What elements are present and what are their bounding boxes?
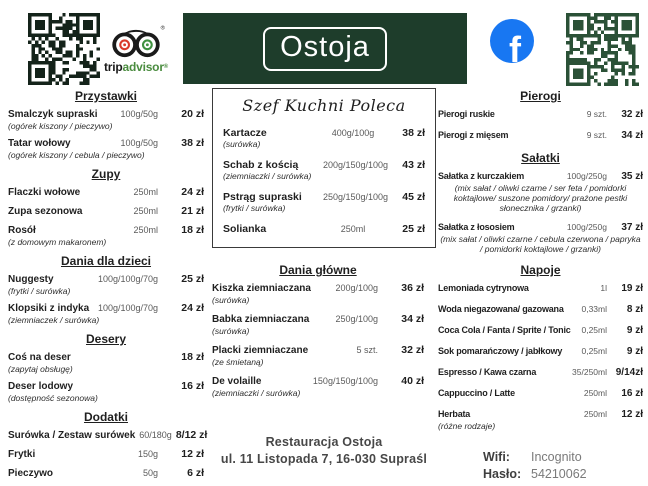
menu-item xyxy=(223,191,425,213)
item-size: 60/180g xyxy=(139,430,172,440)
item-name: Solianka xyxy=(223,223,267,235)
menu-item xyxy=(8,448,204,461)
restaurant-address: ul. 11 Listopada 7, 16-030 Supraśl xyxy=(220,452,428,466)
tripadvisor-word-advisor: advisor xyxy=(122,60,164,74)
item-desc: (ziemniaczek / surówka) xyxy=(8,315,100,325)
item-name: De volaille xyxy=(212,376,262,387)
item-name: Sałatka z łososiem xyxy=(438,222,515,232)
password-label: Hasło: xyxy=(483,467,522,481)
item-name: Herbata xyxy=(438,409,471,419)
menu-column-right xyxy=(438,88,643,483)
item-desc: (frytki / surówka) xyxy=(8,286,71,296)
section-dodatki xyxy=(8,409,208,480)
item-price: 16 zł xyxy=(621,388,643,399)
item-name: Woda niegazowana/ gazowana xyxy=(438,304,564,314)
chef-recommends-box xyxy=(212,88,436,248)
item-price: 21 zł xyxy=(181,205,204,217)
menu-item xyxy=(212,282,424,305)
item-name: Pierogi ruskie xyxy=(438,109,495,119)
chef-box-title: Szef Kuchni Poleca xyxy=(242,96,406,115)
menu-item xyxy=(438,345,643,358)
menu-column-middle xyxy=(212,88,436,468)
section-title: Napoje xyxy=(520,263,561,277)
item-name: Deser lodowy xyxy=(8,381,74,392)
menu-column-left xyxy=(8,88,208,486)
item-size: 5 szt. xyxy=(356,345,378,355)
item-name: Sok pomarańczowy / jabłkowy xyxy=(438,346,563,356)
item-name: Pstrąg supraski xyxy=(223,191,302,203)
item-desc: (ogórek kiszony / pieczywo) xyxy=(8,121,113,131)
menu-item xyxy=(8,429,208,442)
item-desc: (ziemniaczki / surówka) xyxy=(223,171,312,181)
item-size: 0,25ml xyxy=(581,346,607,356)
section-title: Zupy xyxy=(91,167,121,181)
section-dania-dla-dzieci xyxy=(8,253,204,325)
item-name: Coś na deser xyxy=(8,352,71,363)
item-desc: (dostępność sezonowa) xyxy=(8,393,98,403)
section-title: Dania dla dzieci xyxy=(60,254,152,268)
item-size: 100g/250g xyxy=(566,222,607,232)
menu-item xyxy=(223,223,425,235)
item-price: 8/12 zł xyxy=(175,429,208,441)
item-price: 19 zł xyxy=(621,283,643,294)
item-name: Klopsiki z indyka xyxy=(8,303,90,314)
item-size: 250ml xyxy=(133,225,158,235)
menu-item xyxy=(438,129,643,142)
item-size: 250ml xyxy=(340,224,366,234)
item-price: 20 zł xyxy=(181,108,204,120)
item-price: 35 zł xyxy=(621,171,643,182)
item-price: 24 zł xyxy=(181,186,204,198)
item-size: 100g/50g xyxy=(120,109,158,119)
item-price: 8 zł xyxy=(626,304,643,315)
item-name: Pieczywo xyxy=(8,468,54,479)
item-price: 9 zł xyxy=(626,346,643,357)
restaurant-info xyxy=(212,434,436,468)
item-price: 25 zł xyxy=(181,273,204,285)
item-name: Rosół xyxy=(8,225,36,236)
item-desc: (mix sałat / oliwki czarne / cebula czerwona / papryka / pomidorki koktajlowe / grzanki) xyxy=(440,234,641,254)
item-price: 18 zł xyxy=(181,224,204,236)
item-size: 250ml xyxy=(133,187,158,197)
item-price: 43 zł xyxy=(402,159,425,171)
menu-item xyxy=(8,380,204,403)
menu-item xyxy=(8,351,204,374)
qr-code-right xyxy=(566,13,639,86)
item-size: 250g/150g/100g xyxy=(323,192,389,202)
menu-item xyxy=(223,127,425,149)
item-desc: (ziemniaczki / surówka) xyxy=(212,388,301,398)
item-price: 24 zł xyxy=(181,302,204,314)
item-size: 100g/250g xyxy=(566,171,607,181)
item-price: 40 zł xyxy=(401,375,424,387)
item-name: Espresso / Kawa czarna xyxy=(438,367,537,377)
menu-item xyxy=(8,467,204,480)
section-title: Dania główne xyxy=(279,263,357,277)
item-price: 9/14zł xyxy=(615,367,643,378)
wifi-label: Wifi: xyxy=(483,450,510,464)
menu-item xyxy=(438,366,643,379)
item-name: Pierogi z mięsem xyxy=(438,130,509,140)
item-price: 32 zł xyxy=(621,109,643,120)
item-size: 250g/100g xyxy=(335,314,378,324)
item-size: 250ml xyxy=(583,409,607,419)
item-desc: (mix sałat / oliwki czarne / ser feta / pomidorki koktajlowe/ suszone pomidory/ prażone pestki słonecznika / grzanki) xyxy=(453,183,628,213)
menu-item xyxy=(8,224,204,247)
section-title: Dodatki xyxy=(83,410,128,424)
section-title: Przystawki xyxy=(74,89,138,103)
item-price: 38 zł xyxy=(181,137,204,149)
section-przystawki xyxy=(8,88,204,160)
item-price: 16 zł xyxy=(181,380,204,392)
item-name: Placki ziemniaczane xyxy=(212,345,309,356)
item-desc: (z domowym makaronem) xyxy=(8,237,107,247)
menu-item xyxy=(8,108,204,131)
facebook-letter: f xyxy=(509,29,521,63)
tripadvisor-logo xyxy=(101,23,171,74)
item-size: 35/250ml xyxy=(572,367,607,377)
item-name: Frytki xyxy=(8,449,36,460)
item-price: 12 zł xyxy=(621,409,643,420)
section-dania-glowne xyxy=(212,262,436,398)
item-price: 38 zł xyxy=(402,127,425,139)
svg-text:®: ® xyxy=(160,25,165,32)
item-size: 0,25ml xyxy=(581,325,607,335)
section-desery xyxy=(8,331,204,403)
item-name: Kiszka ziemniaczana xyxy=(212,283,311,294)
item-price: 34 zł xyxy=(401,313,424,325)
item-size: 9 szt. xyxy=(586,130,607,140)
menu-item xyxy=(8,302,204,325)
wifi-info xyxy=(438,449,643,483)
item-size: 100g/100g/70g xyxy=(97,274,158,284)
menu-item xyxy=(438,387,643,400)
item-size: 200g/100g xyxy=(335,283,378,293)
tripadvisor-word-trip: trip xyxy=(103,60,123,74)
section-title: Pierogi xyxy=(520,89,561,103)
section-pierogi xyxy=(438,88,643,142)
item-price: 6 zł xyxy=(187,467,204,479)
item-desc: (zapytaj obsługę) xyxy=(8,364,73,374)
section-title: Desery xyxy=(85,332,127,346)
wifi-row xyxy=(483,449,643,466)
password-row xyxy=(483,466,643,483)
item-name: Nuggesty xyxy=(8,274,54,285)
item-name: Surówka / Zestaw surówek xyxy=(8,430,136,441)
item-size: 9 szt. xyxy=(586,109,607,119)
item-size: 100g/100g/70g xyxy=(97,303,158,313)
menu-item xyxy=(212,375,424,398)
item-name: Babka ziemniaczana xyxy=(212,314,310,325)
item-name: Zupa sezonowa xyxy=(8,206,83,217)
menu-item xyxy=(438,108,643,121)
item-price: 12 zł xyxy=(181,448,204,460)
item-price: 32 zł xyxy=(401,344,424,356)
menu-item xyxy=(212,313,424,336)
item-size: 400g/100g xyxy=(331,128,375,138)
item-desc: (surówka) xyxy=(223,139,261,149)
tripadvisor-wordmark xyxy=(101,61,171,74)
item-name: Flaczki wołowe xyxy=(8,187,81,198)
facebook-icon xyxy=(490,19,534,63)
menu-item xyxy=(438,408,643,431)
item-size: 50g xyxy=(142,468,158,478)
qr-code-left xyxy=(28,13,100,85)
item-name: Tatar wołowy xyxy=(8,138,71,149)
item-size: 1l xyxy=(600,283,607,293)
item-price: 9 zł xyxy=(626,325,643,336)
item-name: Cappuccino / Latte xyxy=(438,388,515,398)
section-zupy xyxy=(8,166,204,247)
menu-item xyxy=(438,303,643,316)
item-price: 37 zł xyxy=(621,222,643,233)
item-desc: (ze śmietaną) xyxy=(212,357,264,367)
ostoja-logo-text: Ostoja xyxy=(280,30,370,63)
item-size: 150g xyxy=(137,449,158,459)
item-name: Coca Cola / Fanta / Sprite / Tonic xyxy=(438,325,571,335)
menu-item xyxy=(8,205,204,218)
item-size: 0,33ml xyxy=(581,304,607,314)
menu-item xyxy=(438,170,643,213)
item-price: 34 zł xyxy=(621,130,643,141)
restaurant-name: Restauracja Ostoja xyxy=(265,435,383,449)
item-name: Sałatka z kurczakiem xyxy=(438,171,525,181)
item-name: Kartacze xyxy=(223,127,267,139)
menu-item xyxy=(438,221,643,254)
registered-mark: ® xyxy=(163,64,169,70)
tripadvisor-owl-icon xyxy=(105,23,167,59)
item-price: 45 zł xyxy=(402,191,425,203)
item-size: 100g/50g xyxy=(120,138,158,148)
item-desc: (frytki / surówka) xyxy=(223,203,286,213)
ostoja-logo xyxy=(183,13,467,84)
menu-item xyxy=(8,186,204,199)
menu-item xyxy=(212,344,424,367)
menu-item xyxy=(8,273,204,296)
menu-item xyxy=(223,159,425,181)
item-desc: (różne rodzaje) xyxy=(438,421,496,431)
item-name: Smalczyk supraski xyxy=(8,109,98,120)
item-name: Schab z kością xyxy=(223,159,299,171)
menu-item xyxy=(438,324,643,337)
item-size: 200g/150g/100g xyxy=(323,160,389,170)
item-desc: (surówka) xyxy=(212,295,250,305)
ostoja-logo-frame xyxy=(263,27,387,71)
item-price: 36 zł xyxy=(401,282,424,294)
item-desc: (surówka) xyxy=(212,326,250,336)
item-size: 250ml xyxy=(583,388,607,398)
menu-item xyxy=(8,137,204,160)
section-title: Sałatki xyxy=(521,151,560,165)
item-price: 18 zł xyxy=(181,351,204,363)
menu-item xyxy=(438,282,643,295)
item-size: 250ml xyxy=(133,206,158,216)
section-napoje xyxy=(438,262,643,431)
wifi-value: Incognito xyxy=(531,450,582,464)
item-name: Lemoniada cytrynowa xyxy=(438,283,529,293)
item-desc: (ogórek kiszony / cebula / pieczywo) xyxy=(8,150,145,160)
password-value: 54210062 xyxy=(531,467,587,481)
item-price: 25 zł xyxy=(402,223,425,235)
item-size: 150g/150g/100g xyxy=(312,376,378,386)
section-salatki xyxy=(438,150,643,254)
